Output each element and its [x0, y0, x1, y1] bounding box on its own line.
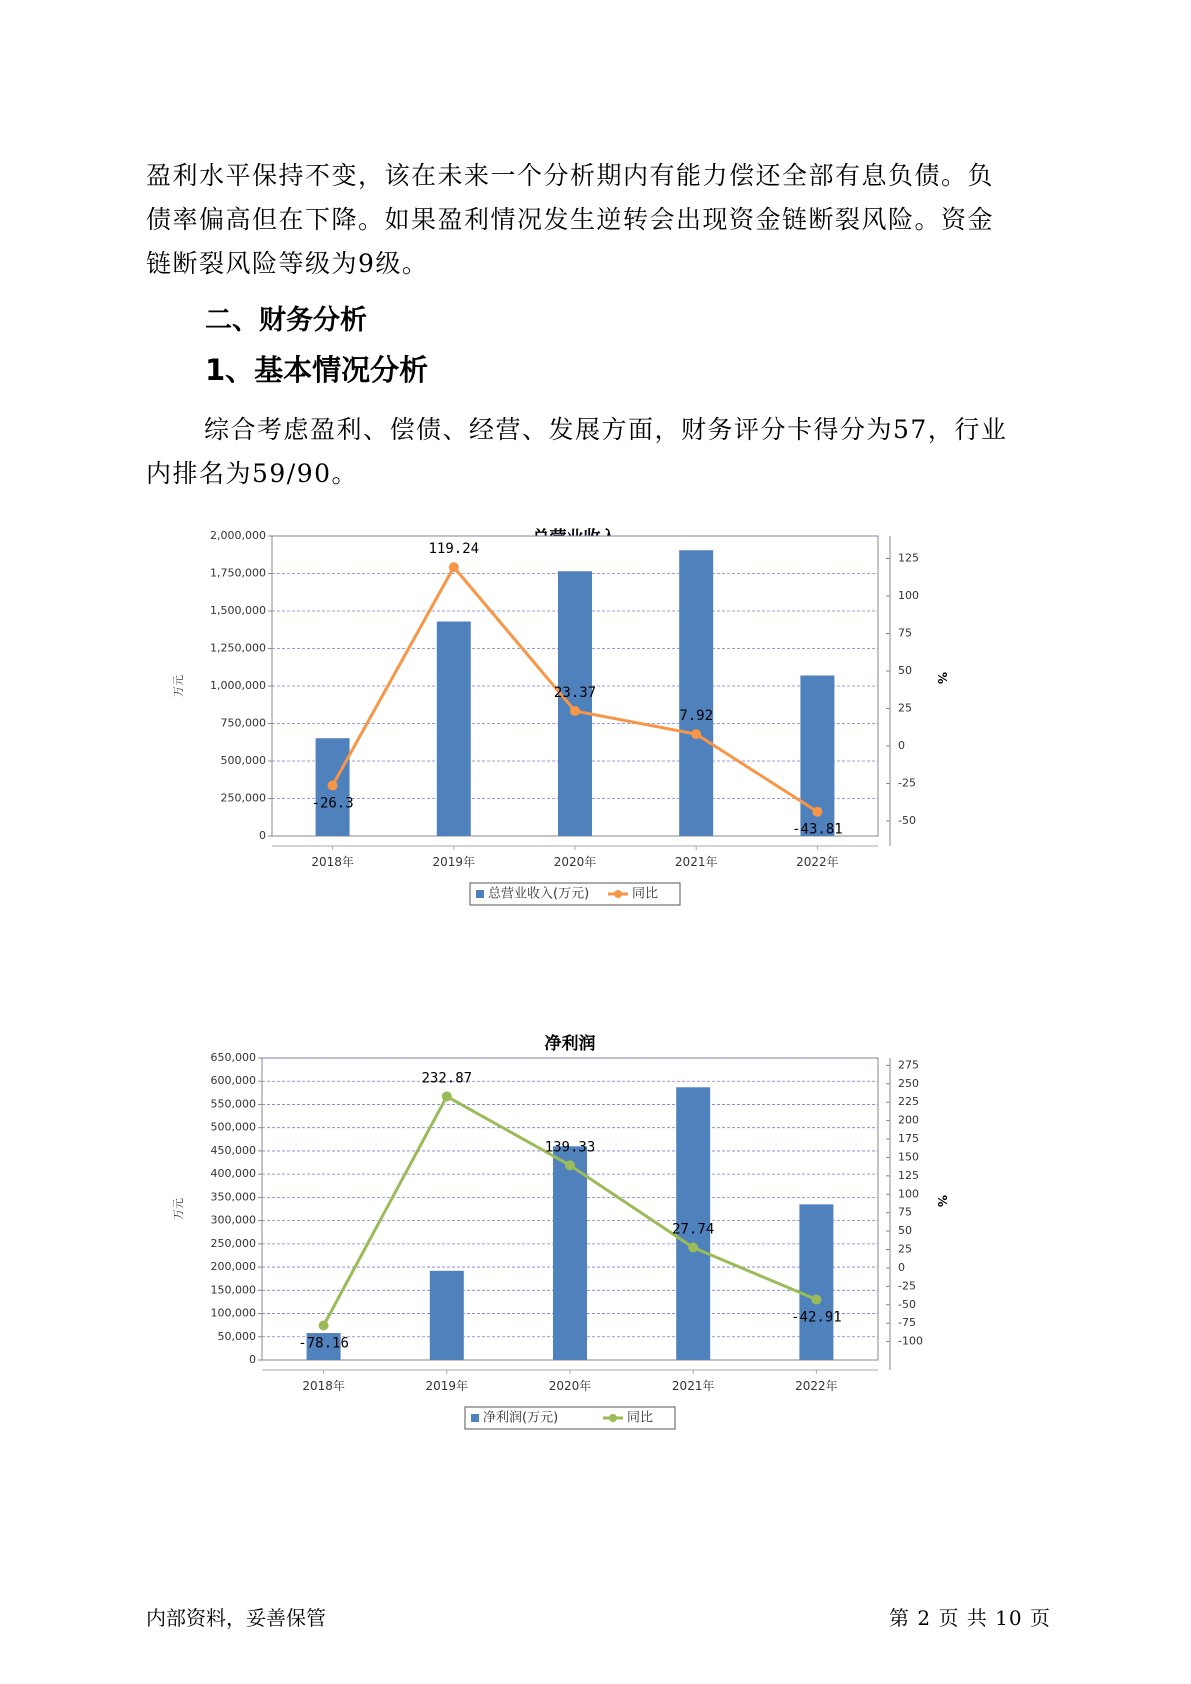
intro-line: 债率偏高但在下降。如果盈利情况发生逆转会出现资金链断裂风险。资金 — [146, 205, 995, 234]
net-profit-chart — [170, 1030, 1030, 1490]
right-tick-label: 200 — [898, 1113, 919, 1127]
left-tick-label: 350,000 — [210, 1190, 256, 1204]
summary-line: 综合考虑盈利、偿债、经营、发展方面，财务评分卡得分为57，行业 — [204, 415, 1008, 444]
yoy-point — [319, 1320, 329, 1330]
right-tick-label: 75 — [898, 626, 912, 640]
yoy-point — [570, 706, 580, 716]
left-tick-label: 2,000,000 — [210, 529, 266, 542]
section-subheading: 1、基本情况分析 — [205, 353, 429, 387]
left-tick-label: 200,000 — [210, 1260, 256, 1274]
bar — [430, 1271, 464, 1360]
left-tick-label: 1,250,000 — [210, 641, 266, 655]
revenue-chart — [170, 526, 1030, 986]
legend-line-marker — [609, 1414, 617, 1422]
left-tick-label: 1,750,000 — [210, 566, 266, 580]
left-axis-title: 万元 — [172, 1198, 185, 1220]
right-tick-label: -75 — [898, 1316, 916, 1330]
left-tick-label: 1,500,000 — [210, 604, 266, 617]
data-label: -43.81 — [792, 821, 843, 838]
left-axis-title: 万元 — [172, 675, 185, 697]
right-tick-label: 125 — [898, 1168, 919, 1182]
right-tick-label: 100 — [898, 589, 919, 602]
data-label: -78.16 — [298, 1335, 349, 1352]
yoy-point — [565, 1160, 575, 1170]
left-tick-label: 100,000 — [210, 1306, 256, 1320]
x-tick-label: 2021年 — [674, 855, 718, 869]
right-tick-label: 75 — [898, 1205, 912, 1219]
yoy-point — [442, 1091, 452, 1101]
left-tick-label: 500,000 — [220, 754, 266, 767]
summary-line: 内排名为59/90。 — [146, 459, 359, 488]
intro-line: 盈利水平保持不变，该在未来一个分析期内有能力偿还全部有息负债。负 — [146, 161, 995, 190]
right-tick-label: -50 — [898, 814, 916, 827]
left-tick-label: 650,000 — [210, 1051, 256, 1064]
x-tick-label: 2022年 — [796, 855, 839, 869]
right-axis-title: % — [935, 671, 949, 685]
left-tick-label: 150,000 — [210, 1283, 256, 1297]
legend-bar-label: 净利润(万元) — [483, 1410, 559, 1426]
yoy-point — [688, 1242, 698, 1252]
data-label: 27.74 — [672, 1221, 715, 1238]
right-tick-label: 50 — [898, 1224, 912, 1238]
x-tick-label: 2019年 — [432, 855, 476, 869]
bar — [558, 571, 592, 836]
left-tick-label: 0 — [259, 829, 266, 842]
right-tick-label: 250 — [898, 1076, 919, 1090]
x-tick-label: 2022年 — [795, 1379, 838, 1393]
x-tick-label: 2021年 — [671, 1379, 715, 1393]
intro-paragraph — [146, 154, 1046, 286]
right-tick-label: 150 — [898, 1150, 919, 1164]
legend-bar-swatch — [471, 1414, 479, 1422]
x-tick-label: 2019年 — [425, 1379, 469, 1393]
yoy-point — [449, 562, 459, 572]
right-tick-label: -100 — [898, 1334, 923, 1348]
footer-confidential: 内部资料，妥善保管 — [146, 1606, 326, 1630]
legend-line-label: 同比 — [632, 886, 659, 902]
right-tick-label: 25 — [898, 701, 912, 715]
left-tick-label: 1,000,000 — [210, 679, 266, 692]
x-tick-label: 2018年 — [311, 855, 354, 869]
bar — [553, 1146, 587, 1360]
right-tick-label: -50 — [898, 1297, 916, 1311]
right-tick-label: 275 — [898, 1058, 919, 1072]
data-label: -26.3 — [311, 795, 354, 812]
bar — [437, 622, 471, 837]
data-label: -42.91 — [791, 1309, 842, 1326]
left-tick-label: 450,000 — [210, 1143, 256, 1157]
right-tick-label: 125 — [898, 551, 919, 565]
yoy-point — [811, 1295, 821, 1305]
revenue-chart-svg — [170, 526, 1030, 986]
right-tick-label: 100 — [898, 1187, 919, 1201]
right-tick-label: 0 — [898, 1260, 905, 1274]
right-tick-label: 50 — [898, 664, 912, 677]
left-tick-label: 550,000 — [210, 1097, 256, 1111]
bar — [799, 1204, 833, 1360]
x-tick-label: 2020年 — [553, 855, 597, 869]
left-tick-label: 600,000 — [210, 1074, 256, 1088]
section-heading: 二、财务分析 — [205, 305, 367, 336]
data-label: 232.87 — [421, 1070, 473, 1087]
bar — [679, 550, 713, 836]
yoy-point — [691, 729, 701, 739]
legend-line-label: 同比 — [627, 1410, 654, 1426]
chart-title: 净利润 — [544, 1034, 596, 1054]
left-tick-label: 0 — [249, 1353, 256, 1366]
left-tick-label: 400,000 — [210, 1167, 256, 1181]
right-tick-label: -25 — [898, 776, 916, 790]
x-tick-label: 2020年 — [548, 1379, 592, 1393]
net-profit-chart-svg — [170, 1030, 1030, 1490]
right-tick-label: 175 — [898, 1132, 919, 1146]
right-tick-label: -25 — [898, 1279, 916, 1293]
right-axis-title: % — [935, 1194, 949, 1208]
left-tick-label: 250,000 — [220, 791, 266, 805]
x-tick-label: 2018年 — [302, 1379, 345, 1393]
left-tick-label: 750,000 — [220, 716, 266, 730]
data-label: 7.92 — [679, 708, 714, 725]
left-tick-label: 300,000 — [210, 1213, 256, 1227]
yoy-point — [328, 780, 338, 790]
right-tick-label: 25 — [898, 1242, 912, 1256]
right-tick-label: 225 — [898, 1095, 919, 1109]
left-tick-label: 250,000 — [210, 1236, 256, 1250]
data-label: 23.37 — [553, 684, 597, 701]
legend-bar-swatch — [476, 890, 484, 898]
legend-line-marker — [614, 890, 622, 898]
left-tick-label: 500,000 — [210, 1120, 256, 1134]
right-tick-label: 0 — [898, 739, 905, 752]
summary-paragraph — [146, 408, 1046, 496]
legend-bar-label: 总营业收入(万元) — [488, 886, 590, 902]
data-label: 119.24 — [428, 541, 480, 558]
yoy-point — [812, 807, 822, 817]
footer-page-number: 第 2 页 共 10 页 — [889, 1606, 1051, 1630]
intro-line: 链断裂风险等级为9级。 — [146, 249, 429, 278]
data-label: 139.33 — [544, 1139, 596, 1156]
left-tick-label: 50,000 — [217, 1329, 256, 1343]
